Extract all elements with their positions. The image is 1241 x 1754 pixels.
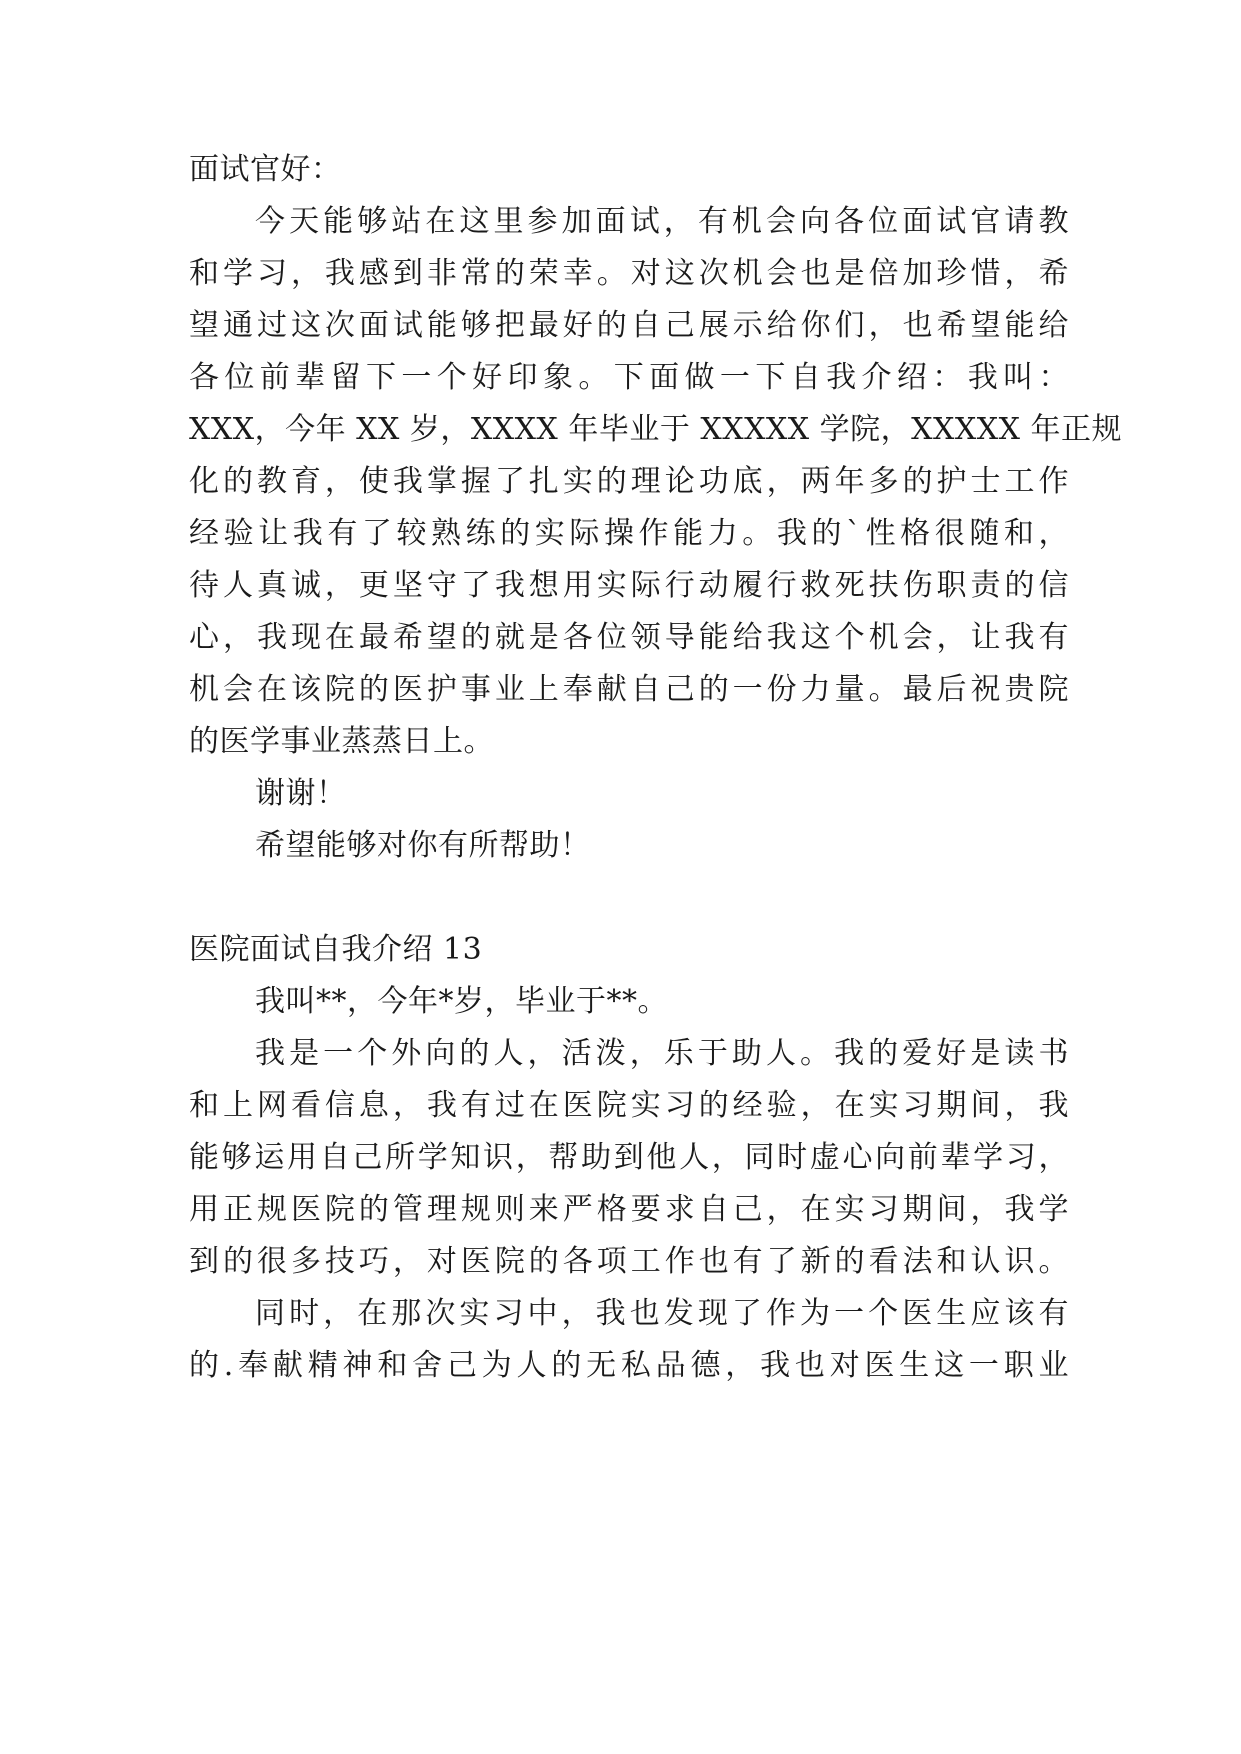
paragraph-line: 用正规医院的管理规则来严格要求自己，在实习期间，我学 [189,1192,1069,1227]
paragraph-line: 机会在该院的医护事业上奉献自己的一份力量。最后祝贵院 [189,672,1069,707]
paragraph-line: XXX，今年 XX 岁，XXXX 年毕业于 XXXXX 学院，XXXXX 年正规 [189,412,1123,447]
paragraph-line: 到的很多技巧，对医院的各项工作也有了新的看法和认识。 [189,1244,1069,1279]
paragraph-line: 同时，在那次实习中，我也发现了作为一个医生应该有 [255,1296,1069,1331]
paragraph-line: 能够运用自己所学知识，帮助到他人，同时虚心向前辈学习， [189,1140,1069,1175]
paragraph-line: 望通过这次面试能够把最好的自己展示给你们，也希望能给 [189,308,1069,343]
greeting: 面试官好： [189,152,342,187]
paragraph-line: 各位前辈留下一个好印象。下面做一下自我介绍：我叫： [189,360,1069,395]
paragraph-line: 化的教育，使我掌握了扎实的理论功底，两年多的护士工作 [189,464,1069,499]
closing-line: 希望能够对你有所帮助！ [255,828,591,863]
section-heading: 医院面试自我介绍 13 [189,932,483,967]
paragraph-line: 心，我现在最希望的就是各位领导能给我这个机会，让我有 [189,620,1069,655]
intro-line: 我叫**，今年*岁，毕业于**。 [255,984,668,1019]
paragraph-line: 今天能够站在这里参加面试，有机会向各位面试官请教 [255,204,1069,239]
paragraph-line: 和学习，我感到非常的荣幸。对这次机会也是倍加珍惜，希 [189,256,1069,291]
paragraph-line: 的医学事业蒸蒸日上。 [189,724,494,759]
paragraph-line: 经验让我有了较熟练的实际操作能力。我的`性格很随和， [189,516,1069,551]
paragraph-line: 和上网看信息，我有过在医院实习的经验，在实习期间，我 [189,1088,1069,1123]
paragraph-line: 待人真诚，更坚守了我想用实际行动履行救死扶伤职责的信 [189,568,1069,603]
paragraph-line: 我是一个外向的人，活泼，乐于助人。我的爱好是读书 [255,1036,1069,1071]
paragraph-line: 的.奉献精神和舍己为人的无私品德，我也对医生这一职业 [189,1348,1069,1383]
thanks-line: 谢谢！ [255,776,347,811]
